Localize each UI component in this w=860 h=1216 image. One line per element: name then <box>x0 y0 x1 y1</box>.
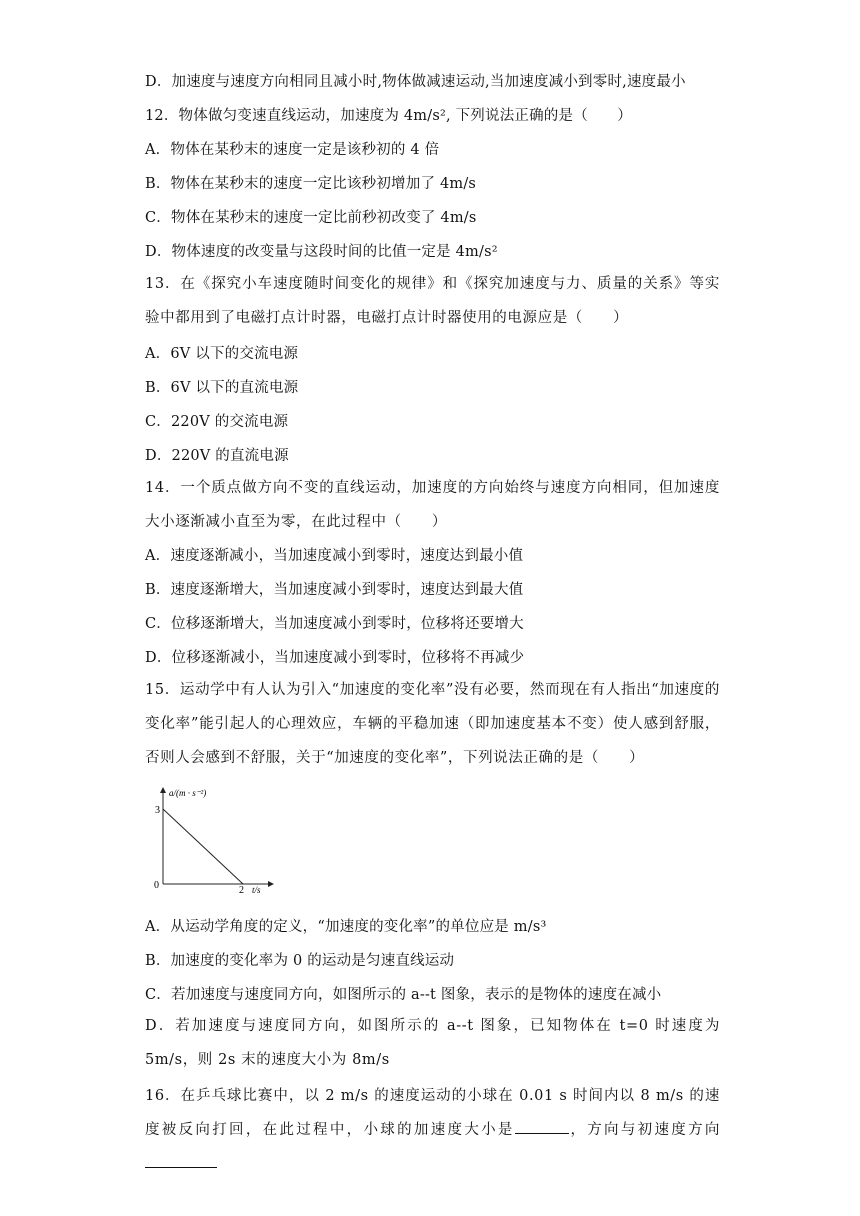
y-axis-label: a/(m · s⁻²) <box>169 788 207 798</box>
q12-option-c: C．物体在某秒末的速度一定比前秒初改变了 4m/s <box>145 210 477 226</box>
question-13: 13．在《探究小车速度随时间变化的规律》和《探究加速度与力、质量的关系》等实验中都用到了电磁打点计时器，电磁打点计时器使用的电源应是（ ） <box>145 276 720 326</box>
q13-option-b: B．6V 以下的直流电源 <box>145 380 299 396</box>
answer-blank-1[interactable] <box>515 1119 569 1134</box>
answer-blank-2[interactable] <box>145 1153 217 1168</box>
q13-option-a: A．6V 以下的交流电源 <box>145 346 299 362</box>
q16-text-2: ，方向与初速度方向 <box>568 1121 720 1138</box>
q14-option-d: D．位移逐渐减小，当加速度减小到零时，位移将不再减少 <box>145 650 525 666</box>
x-axis-label: t/s <box>252 885 261 895</box>
q14-option-b: B．速度逐渐增大，当加速度减小到零时，速度达到最大值 <box>145 582 524 598</box>
q16-text-1: 16．在乒乓球比赛中，以 2 m/s 的速度运动的小球在 0.01 s 时间内以 8 m/s 的速度被反向打回，在此过程中，小球的加速度大小是 <box>145 1088 720 1138</box>
origin-label: 0 <box>154 880 159 891</box>
x-tick-label: 2 <box>239 885 244 896</box>
q14-option-a: A．速度逐渐减小，当加速度减小到零时，速度达到最小值 <box>145 548 524 564</box>
q15-option-c: C．若加速度与速度同方向，如图所示的 a--t 图象，表示的是物体的速度在减小 <box>145 987 662 1003</box>
question-12: 12．物体做匀变速直线运动，加速度为 4m/s², 下列说法正确的是（ ） <box>145 108 632 124</box>
question-16 <box>145 1080 720 1181</box>
q15-option-d: D．若加速度与速度同方向，如图所示的 a--t 图象，已知物体在 t=0 时速度为 5m/s，则 2s 末的速度大小为 8m/s <box>145 1018 720 1068</box>
q13-option-d: D．220V 的直流电源 <box>145 448 289 464</box>
question-14: 14．一个质点做方向不变的直线运动，加速度的方向始终与速度方向相同，但加速度大小逐渐减小直至为零，在此过程中（ ） <box>145 480 720 530</box>
acceleration-time-graph <box>140 780 290 900</box>
q12-option-b: B．物体在某秒末的速度一定比该秒初增加了 4m/s <box>145 176 477 192</box>
q14-option-c: C．位移逐渐增大，当加速度减小到零时，位移将还要增大 <box>145 616 524 632</box>
question-15: 15．运动学中有人认为引入“加速度的变化率”没有必要，然而现在有人指出“加速度的变化率”能引起人的心理效应，车辆的平稳加速（即加速度基本不变）使人感到舒服，否则人会感到不舒服，关于“加速度的变化率”，下列说法正确的是（ ） <box>145 682 720 766</box>
q15-option-b: B．加速度的变化率为 0 的运动是匀速直线运动 <box>145 953 455 969</box>
q15-option-a: A．从运动学角度的定义，“加速度的变化率”的单位应是 m/s³ <box>145 919 547 935</box>
graph-line <box>163 809 243 884</box>
y-tick-label: 3 <box>155 805 160 816</box>
line-d-prev: D．加速度与速度方向相同且减小时,物体做减速运动,当加速度减小到零时,速度最小 <box>145 74 686 90</box>
q12-option-a: A．物体在某秒末的速度一定是该秒初的 4 倍 <box>145 142 440 158</box>
q12-option-d: D．物体速度的改变量与这段时间的比值一定是 4m/s² <box>145 244 498 260</box>
q13-option-c: C．220V 的交流电源 <box>145 414 289 430</box>
